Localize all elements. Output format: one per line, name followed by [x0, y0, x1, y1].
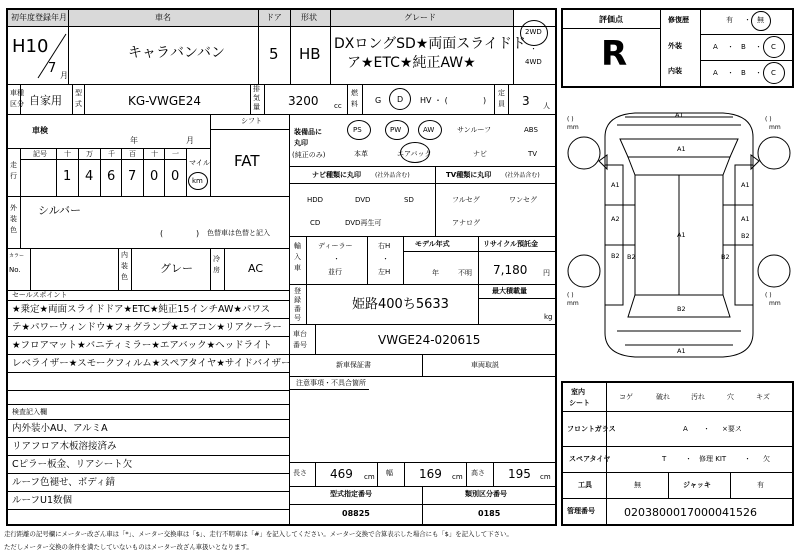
mileage-unit-top: マイル	[189, 159, 210, 167]
inspection-note-2: リアフロア木板溶接済み	[12, 441, 117, 452]
inspection-month-unit: 月	[186, 136, 194, 145]
navi-title-note: (社外品含む)	[375, 172, 410, 179]
svg-text:( ): ( )	[567, 292, 574, 299]
spare-label: スペアタイヤ	[569, 455, 611, 463]
import-dot: ・	[333, 255, 340, 263]
shape-label: 形状	[301, 13, 317, 22]
panel-mark-rear-bumper: A1	[677, 347, 686, 355]
width-unit: cm	[452, 473, 463, 481]
registration-value: 姫路400ち5633	[352, 297, 449, 312]
drive-4wd: 4WD	[525, 58, 542, 66]
length-label: 長さ	[293, 469, 307, 477]
digit-label-5: 十	[151, 150, 158, 158]
mileage-unit-km: km	[192, 177, 203, 185]
color-no-label-2: No.	[9, 266, 21, 274]
interior-b: B	[741, 69, 746, 77]
mileage-digit-1: 1	[63, 169, 72, 184]
car-diagram	[565, 95, 793, 375]
height-unit: cm	[540, 473, 551, 481]
interior-dot-1: ・	[727, 69, 734, 77]
interior-label-1: 内	[121, 251, 128, 259]
mileage-digit-6: 0	[171, 169, 180, 184]
navi-title: ナビ種類に丸印	[312, 171, 361, 179]
grade-label: グレード	[404, 13, 436, 22]
exterior-a: A	[713, 43, 718, 51]
drive-2wd: 2WD	[525, 28, 542, 36]
spare-dot-1: ・	[685, 455, 692, 463]
seat-tear: 破れ	[656, 393, 670, 401]
registration-label-4: 号	[294, 314, 301, 322]
digit-label-1: 十	[64, 150, 71, 158]
shift-label: シフト	[241, 117, 262, 125]
interior-label-3: 色	[121, 273, 128, 281]
panel-mark-roof: A1	[677, 231, 686, 239]
seat-label-1: 室内	[571, 388, 585, 396]
disp-unit: cc	[334, 102, 342, 110]
warranty-manual: 車両取説	[471, 361, 499, 369]
load-unit: kg	[544, 313, 553, 321]
equip-ps: PS	[353, 126, 362, 134]
fuel-hv: HV ・ (	[420, 96, 448, 105]
tv-analog: アナログ	[452, 219, 480, 227]
width-label: 幅	[386, 469, 393, 477]
type-value: KG-VWGE24	[128, 94, 202, 108]
windshield-repair: ×要ス	[722, 425, 742, 433]
inspection-note-1: 内外装小AU、アルミA	[12, 423, 108, 434]
mileage-digit-5: 0	[150, 169, 159, 184]
navi-dvd-play: DVD再生可	[345, 219, 382, 227]
panel-mark-right-mid: A1	[741, 215, 750, 223]
recycle-label: リサイクル預託金	[483, 240, 539, 248]
navi-cd: CD	[310, 219, 321, 227]
fuel-d: D	[397, 95, 404, 104]
interior-label-2: 装	[121, 262, 128, 270]
score-value: R	[601, 34, 628, 74]
chassis-value: VWGE24-020615	[378, 333, 481, 347]
color-label-1: 外	[10, 204, 17, 212]
spare-kit: 修理 KIT	[699, 455, 727, 463]
score-label: 評価点	[599, 15, 623, 24]
panel-mark-right-front: A1	[741, 181, 750, 189]
panel-mark-left-front: A1	[611, 181, 620, 189]
color-label-3: 色	[10, 226, 17, 234]
inspection-year-unit: 年	[130, 136, 138, 145]
spare-dot-2: ・	[744, 455, 751, 463]
import-dot-2: ・	[382, 255, 389, 263]
equip-airbag: エアバック	[397, 150, 432, 158]
model-value: キャラバンバン	[128, 45, 226, 61]
import-label-3: 車	[294, 264, 301, 272]
month-value: 7	[48, 61, 57, 76]
tools-value: 無	[634, 481, 641, 489]
equip-sunroof: サンルーフ	[457, 126, 492, 134]
length-unit: cm	[364, 473, 375, 481]
svg-text:( ): ( )	[765, 116, 772, 123]
grade-line2: ア★ETC★純正AW★	[347, 55, 476, 71]
windshield-label: フロントガラス	[567, 425, 616, 433]
interior-c: C	[771, 69, 776, 77]
repair-label: 修復歴	[668, 16, 689, 24]
inspection-note-3: Cピラー板金、リアシート欠	[12, 459, 133, 470]
fuel-label-1: 燃	[351, 89, 358, 97]
sales-point-label: セールスポイント	[12, 291, 68, 299]
navi-sd: SD	[404, 196, 414, 204]
exterior-c: C	[771, 43, 776, 51]
panel-mark-left-mid: A2	[611, 215, 620, 223]
equipment-label-1: 装備品に	[294, 128, 322, 136]
door-label: ドア	[266, 13, 282, 22]
mileage-code-label: 記号	[33, 150, 47, 158]
usage-value: 自家用	[29, 94, 62, 107]
import-label-1: 輸	[294, 242, 301, 250]
recycle-unit: 円	[543, 269, 550, 277]
color-value: シルバー	[38, 204, 81, 217]
tools-label: 工具	[578, 481, 592, 489]
interior-value: グレー	[160, 262, 193, 275]
disp-label-2: 気	[253, 94, 260, 102]
seat-dirt: 汚れ	[691, 393, 705, 401]
interior-score-label: 内装	[668, 67, 682, 75]
equip-aw: AW	[423, 126, 435, 134]
equip-tv: TV	[528, 150, 538, 158]
model-year-unit: 年	[432, 269, 439, 277]
exterior-b: B	[741, 43, 746, 51]
type-label-1: 型	[75, 89, 82, 97]
windshield-a: A	[683, 425, 688, 433]
disp-label-1: 排	[253, 85, 260, 93]
seat-label-2: シート	[569, 399, 590, 407]
registration-label-1: 登	[294, 287, 301, 295]
grade-line1: DXロングSD★両面スライドド	[334, 36, 526, 52]
registration-label-2: 録	[294, 296, 301, 304]
import-dealer: ディーラー	[318, 242, 353, 250]
fuel-g: G	[375, 96, 382, 105]
drive-dot: ・	[530, 45, 537, 53]
mileage-label-1: 走	[10, 161, 17, 169]
svg-text:mm: mm	[769, 124, 781, 131]
inspection-note-5: ルーフU1数個	[12, 495, 73, 506]
registration-label-3: 番	[294, 305, 301, 313]
digit-label-3: 千	[108, 150, 115, 158]
panel-mark-left-quarter: B2	[627, 253, 636, 261]
cap-label-1: 定	[498, 89, 505, 97]
windshield-dot: ・	[703, 425, 710, 433]
panel-mark-left-rear: B2	[611, 252, 620, 260]
header-label-band	[8, 10, 513, 26]
color-paren-close: )	[196, 229, 200, 238]
tv-title-note: (社外品含む)	[505, 172, 540, 179]
repair-no: 無	[757, 16, 764, 24]
door-value: 5	[269, 45, 279, 63]
spare-none: 欠	[763, 455, 770, 463]
panel-mark-rear-window: B2	[677, 305, 686, 313]
exterior-dot-1: ・	[727, 43, 734, 51]
sales-line-1: ★乗定★両面スライドドア★ETC★純正15インチAW★パワス	[12, 304, 271, 315]
height-label: 高さ	[471, 469, 485, 477]
svg-text:mm: mm	[567, 124, 579, 131]
exterior-dot-2: ・	[755, 43, 762, 51]
year-value: H10	[12, 36, 49, 57]
panel-mark-right-quarter: B2	[721, 253, 730, 261]
tv-title: TV種類に丸印	[446, 171, 492, 179]
navi-hdd: HDD	[307, 196, 324, 204]
equip-navi: ナビ	[473, 150, 487, 158]
import-parallel: 並行	[328, 268, 342, 276]
color-paren-open: (	[160, 229, 164, 238]
ac-value: AC	[248, 262, 264, 275]
tv-fullseg: フルセグ	[452, 196, 480, 204]
equip-leather: 本革	[354, 150, 368, 158]
exterior-label: 外装	[668, 42, 682, 50]
recycle-value: 7,180	[493, 263, 528, 277]
chassis-label-1: 車台	[293, 330, 307, 338]
shape-value: HB	[299, 45, 321, 63]
seat-burn: コゲ	[619, 393, 633, 401]
color-no-label-1: カラー	[9, 253, 25, 259]
mileage-digit-2: 4	[85, 169, 94, 184]
model-year-label: モデル年式	[415, 240, 450, 248]
fuel-close: )	[483, 96, 487, 105]
color-note: 色替車は色替と記入	[207, 229, 270, 237]
panel-mark-front-bumper: A1	[675, 111, 684, 119]
shift-value: FAT	[234, 152, 260, 170]
control-value: 0203800017000041526	[624, 506, 757, 519]
cap-value: 3	[522, 94, 530, 108]
cap-unit: 人	[543, 102, 550, 110]
sales-line-2: テ★パワーウィンドウ★フォグランプ★エアコン★リアクーラー	[12, 322, 282, 333]
equipment-label-2: 丸印	[294, 139, 308, 147]
color-label-2: 装	[10, 215, 17, 223]
month-unit: 月	[60, 71, 68, 80]
panel-mark-right-rear: B2	[741, 232, 750, 240]
type-label-2: 式	[75, 100, 82, 108]
height-value: 195	[508, 467, 531, 481]
spare-t: T	[662, 455, 667, 463]
navi-dvd: DVD	[355, 196, 371, 204]
fuel-label-2: 料	[351, 100, 358, 108]
seat-hole: 穴	[727, 393, 734, 401]
category-value: 0185	[478, 509, 501, 518]
svg-text:( ): ( )	[567, 116, 574, 123]
model-label: 車名	[155, 13, 171, 22]
repair-dot: ・	[744, 16, 751, 24]
inspection-label: 車検	[32, 126, 48, 135]
cap-label-2: 員	[498, 100, 505, 108]
load-label: 最大積載量	[492, 287, 527, 295]
equipment-label-3: (純正のみ)	[292, 151, 326, 159]
inspection-note-4: ルーフ色褪せ、ボディ錆	[12, 477, 115, 488]
year-label: 初年度登録年月	[11, 13, 67, 22]
length-value: 469	[330, 467, 353, 481]
inspection-notes-label: 検査記入欄	[12, 408, 47, 416]
jack-value: 有	[757, 481, 764, 489]
ac-label-1: 冷	[213, 255, 220, 263]
footer-line-1: 走行距離の記号欄にメーター改ざん車は「*」、メーター交換車は「$」、走行不明車は「#」を記入してください。メーター交換で合算表示した場合にも「$」を記入して下さい。	[4, 530, 513, 538]
interior-dot-2: ・	[755, 69, 762, 77]
sales-line-3: ★フロアマット★バニティミラー★エアバック★ヘッドライト	[12, 340, 272, 351]
repair-yes: 有	[726, 16, 733, 24]
equip-abs: ABS	[524, 126, 538, 134]
model-year-unknown: 不明	[458, 269, 472, 277]
digit-label-4: 百	[129, 150, 136, 158]
jack-label: ジャッキ	[683, 481, 711, 489]
disp-value: 3200	[288, 94, 319, 108]
equip-pw: PW	[390, 126, 402, 134]
ac-label-2: 房	[213, 266, 220, 274]
model-no-value: 08825	[342, 509, 370, 518]
control-label: 管理番号	[567, 507, 595, 515]
category-label: 類別区分番号	[465, 490, 507, 498]
tv-oneseg: ワンセグ	[509, 196, 537, 204]
digit-label-6: 一	[172, 150, 179, 158]
usage-label-2: 区分	[10, 100, 24, 108]
width-value: 169	[419, 467, 442, 481]
condition-panel	[561, 381, 794, 526]
sales-line-4: レベライザー★スモークフィルム★スペアタイヤ★サイドバイザー	[12, 358, 291, 369]
interior-a: A	[713, 69, 718, 77]
panel-mark-hood: A1	[677, 145, 686, 153]
seat-scratch: キズ	[756, 393, 770, 401]
footer-line-2: ただしメーター交換の条件を満たしていないものはメーター改ざん車扱いとなります。	[4, 543, 253, 551]
import-lh: 左H	[378, 268, 391, 276]
svg-text:mm: mm	[769, 300, 781, 307]
svg-text:( ): ( )	[765, 292, 772, 299]
mileage-digit-3: 6	[107, 169, 116, 184]
chassis-label-2: 番号	[293, 341, 307, 349]
notes-label: 注意事項・不具合箇所	[296, 379, 366, 387]
svg-text:mm: mm	[567, 300, 579, 307]
mileage-digit-4: 7	[128, 169, 137, 184]
usage-label-1: 車種	[10, 89, 24, 97]
warranty-new: 新車保証書	[336, 361, 371, 369]
model-no-label: 型式指定番号	[330, 490, 372, 498]
digit-label-2: 万	[86, 150, 93, 158]
disp-label-3: 量	[253, 103, 260, 111]
import-label-2: 入	[294, 253, 301, 261]
import-rh: 右H	[378, 242, 391, 250]
mileage-label-2: 行	[10, 172, 17, 180]
